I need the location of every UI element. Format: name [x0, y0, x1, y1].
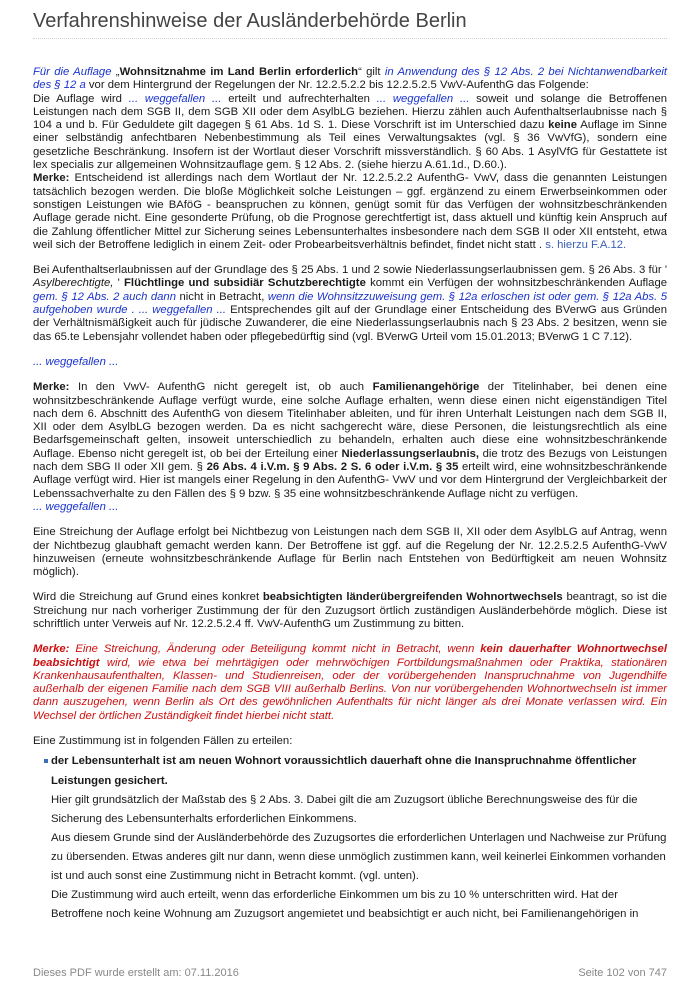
text-span: in Anwendung des § 12 Abs. 2 bei Nichtanwendbarkeit des § 12 a: [33, 66, 668, 92]
text-span: Entscheidend ist allerdings nach dem Wortlaut der Nr. 12.2.5.2.2 AufenthG- VwV, dass die genannten Leistungen tatsächlich bezogen werden. Die bloße Möglichkeit solche Leistungen – ggf. ergänzend zu einem Erwerbseinkommen oder sonstigen Leistungen wie BAföG - beanspruchen zu können, genügt somit für das Verfügen der wohnsitzbeschränkenden Auflage gerade nicht. Eine gesonderte Prüfung, ob die Prognose gerechtfertigt ist, dass aktuell und künftig kein Anspruch auf die Zahlung öffentlicher Mittel zur Sicherung seines Lebensunterhaltes insbesondere nach dem SGB II oder XII entsteht, etwa weil sich der Betroffene lediglich in einem Zeit- oder Probearbeitsverhältnis befindet, findet nicht statt .: [33, 172, 667, 251]
text-bold: Wohnsitznahme im Land Berlin erforderlich: [119, 66, 359, 78]
footer-page-number: Seite 102 von 747: [578, 967, 667, 979]
list-item-paragraph: Hier gilt grundsätzlich der Maßstab des § 2 Abs. 3. Dabei gilt die am Zuzugsort übliche Berechnungsweise des für die Sicherung des Lebensunterhalts erforderlichen Einkommens.: [51, 794, 638, 826]
list-item-paragraph: Die Zustimmung wird auch erteilt, wenn das erforderliche Einkommen um bis zu 10 % unterschritten wird. Hat der Betroffene noch keine Wohnung am Zuzugsort angemietet und beabsichtigt er auch nicht, bei Familienangehörigen in: [51, 889, 639, 921]
text-bold: beabsichtigten länderübergreifenden Wohnortwechsels: [262, 591, 563, 604]
merke-label: Merke:: [33, 643, 70, 656]
text-bold: kein dauerhafter Wohnortwechsel beabsichtigt: [33, 643, 667, 669]
text-bold: keine: [548, 119, 577, 132]
paragraph-aufenthaltserlaubnisse: [33, 264, 667, 344]
text-span: .: [331, 709, 335, 722]
text-span: Entsprechendes gilt auf der Grundlage einer Entscheidung des BVerwG aus Gründen der Verhältnismäßigkeit auch für jüdische Zuwanderer, die eine Niederlassungserlaubnis nach § 23 Abs. 2 besitzen, wenn sie das 65.te Lebensjahr vollendet haben oder pflegebedürftig sind (vgl. BVerwG Urteil vom 15.01.2013; BVerwG 1 C 7.12).: [33, 304, 667, 343]
text-italic: Asylberechtigte,: [33, 277, 114, 290]
zustimmung-list: [33, 751, 667, 791]
text-span: wenn die Wohnsitzzuweisung gem. § 12a erloschen ist oder gem. § 12a Abs. 5 aufgehoben wurde . ... weggefallen ...: [33, 290, 667, 317]
paragraph-familienangehoerige: [33, 381, 667, 514]
title-divider: [33, 38, 667, 39]
text-span: Wird die Streichung auf Grund eines konkret: [33, 591, 263, 604]
paragraph-zustimmung: Eine Zustimmung ist in folgenden Fällen zu erteilen:: [33, 735, 293, 748]
list-item: [33, 751, 667, 791]
text-bold: 26 Abs. 4 i.V.m. § 9 Abs. 2 S. 6 oder i.V.m. § 35: [206, 461, 459, 474]
text-span: „: [111, 66, 120, 78]
text-span: vor dem Hintergrund der Regelungen der Nr. 12.2.5.2.2 bis 12.2.5.2.5 VwV-AufenthG das Folgende:: [85, 79, 589, 92]
text-span: ... weggefallen ...: [33, 500, 119, 513]
text-span: erteilt wird, eine wohnsitzbeschränkende Auflage verfügt wird. Hier ist mangels einer Regelung in den AufenthG- VwV und vor dem Hintergrund der Vergleichbarkeit der Lebenssachverhalte zu den Fällen des § 9 bzw. § 35 eine wohnsitzbeschränkende Auflage nicht zu verfügen.: [33, 461, 667, 500]
merke-label: Merke:: [33, 172, 70, 185]
text-span: die trotz des Bezugs von Leistungen nach dem SBG II oder XII gem. §: [33, 447, 668, 474]
text-span: Auflage im Sinne einer selbständig anfechtbaren Nebenbestimmung als Teil eines Verwaltungsaktes (vgl. § 36 VwVfG), sondern eine gesetzliche Beschränkung. Insofern ist der Wortlaut dieser Vorschrift missverständlich. § 60 Abs. 1 AsylVfG für Gestattete ist lex specialis zur allgemeinen Wohnsitzauflage gem. § 12 Abs. 2. (siehe hierzu A.61.1d., D.60.).: [33, 119, 667, 172]
text-span: ... weggefallen ...: [376, 92, 470, 105]
text-span: ': [113, 277, 125, 290]
text-span: “ gilt: [358, 66, 385, 78]
text-span: Für die Auflage: [33, 66, 112, 78]
text-bold: Familienangehörige: [372, 381, 480, 394]
document-body: [33, 66, 667, 924]
reference-link[interactable]: s. hierzu F.A.12.: [545, 238, 627, 251]
list-item-paragraph: Aus diesem Grunde sind der Ausländerbehörde des Zuzugsortes die erforderlichen Unterlagen und Nachweise zur Prüfung zu übersenden. Etwas anderes gilt nur dann, wenn diese unmöglich zustimmen kann, weil keinerlei Einkommen vorhanden ist und auch sonst eine Zustimmung nicht in Betracht kommt. (vgl. unten).: [51, 832, 667, 883]
text-span: wird, wie etwa bei mehrtägigen oder mehrwöchigen Fortbildungsmaßnahmen oder Praktika, stationären Krankenhausaufenthalten, Klassen- und Studienreisen, oder der vorübergehenden Inanspruchnahme von Jugendhilfe außerhalb der eigenen Familie nach dem SGB VIII außerhalb Berlins. Von nur vorübergehenden Wohnortwechseln ist immer dann auszugehen, wenn Berlin als Ort des gewöhnlichen Aufenthalts für nicht länger als drei Monate verlassen wird. Ein Wechsel der örtlichen Zuständigkeit findet hierbei nicht statt: [33, 656, 667, 722]
text-span: Bei Aufenthaltserlaubnissen auf der Grundlage des § 25 Abs. 1 und 2 sowie Niederlassungserlaubnissen gem. § 26 Abs. 3 für ': [33, 264, 667, 277]
text-span: beantragt, so ist die Streichung nur nach vorheriger Zustimmung der für den Zuzugsort örtlich zuständigen Ausländerbehörde möglich. Diese ist schriftlich unter Verweis auf Nr. 12.2.5.2.4 ff. VwV-AufenthG um Zustimmung zu bitten.: [33, 591, 667, 630]
list-item-title: der Lebensunterhalt ist am neuen Wohnort voraussichtlich dauerhaft ohne die Inanspruchnahme öffentlicher Leistungen gesichert.: [51, 755, 637, 788]
text-span: soweit und solange die Betroffenen Leistungen nach dem SGB II, dem SGB XII oder dem AsylbLG beziehen. Hierzu zählen auch Aufenthaltserlaubnisse nach § 104 a und b. Für Geduldete gilt dagegen § 61 Abs. 1d S. 1. Diese Vorschrift ist im Unterschied dazu: [33, 92, 668, 132]
text-span: Die Auflage wird: [33, 92, 129, 105]
text-bold: Niederlassungserlaubnis,: [341, 447, 480, 460]
text-span: gem. § 12 Abs. 2 auch dann: [33, 290, 177, 303]
paragraph-wohnsitznahme: [33, 66, 667, 252]
paragraph-merke-warning: [33, 643, 667, 723]
footer-created-date: Dieses PDF wurde erstellt am: 07.11.2016: [33, 967, 239, 979]
merke-label: Merke:: [33, 381, 70, 394]
text-span: In den VwV- AufenthG nicht geregelt ist, ob auch: [69, 381, 373, 394]
paragraph-weggefallen: ... weggefallen ...: [33, 355, 119, 368]
paragraph-streichung: Eine Streichung der Auflage erfolgt bei Nichtbezug von Leistungen nach dem SGB II, XII oder dem AsylbLG auf Antrag, wenn der Nichtbezug glaubhaft gemacht werden kann. Der Betroffene ist ggf. auf die Regelung der Nr. 12.2.5.2.5 AufenthG-VwV hinzuweisen (erneute wohnsitzbeschränkende Auflage für Berlin nach Entstehen von Bedürftigkeit am neuen Wohnsitz möglich).: [33, 526, 667, 579]
text-span: kommt ein Verfügen der wohnsitzbeschränkenden Auflage: [365, 277, 668, 290]
text-span: der Titelinhaber, bei denen eine wohnsitzbeschränkende Auflage verfügt wurde, eine solche Auflage erhalten, wenn diese einen nicht eigenständigen Titel nach dem 6. Abschnitt des AufenthG von diesem Titelinhaber ableiten, und für ihren Unterhalt Leistungen nach dem SGB II, XII oder dem AsylbLG bezogen werden. Da es nicht sachgerecht wäre, diese Personen, die leistungsrechtlich als eine Bedarfsgemeinschaft gelten, insoweit unterschiedlich zu behandeln, erhalten auch diese eine wohnsitzbeschränkende Auflage. Ebenso nicht geregelt ist, ob bei der Erteilung einer: [33, 381, 667, 460]
text-bold: Flüchtlinge und subsidiär Schutzberechtigte: [124, 277, 366, 290]
bullet-icon: [44, 759, 48, 763]
paragraph-wohnortwechsel: [33, 591, 667, 631]
text-span: ... weggefallen ...: [128, 92, 222, 105]
text-span: erteilt und aufrechterhalten: [221, 92, 377, 105]
text-span: nicht in Betracht,: [176, 290, 268, 303]
page-title: Verfahrenshinweise der Ausländerbehörde Berlin: [33, 10, 467, 32]
text-span: Eine Streichung, Änderung oder Beteiligung kommt nicht in Betracht, wenn: [69, 643, 481, 656]
